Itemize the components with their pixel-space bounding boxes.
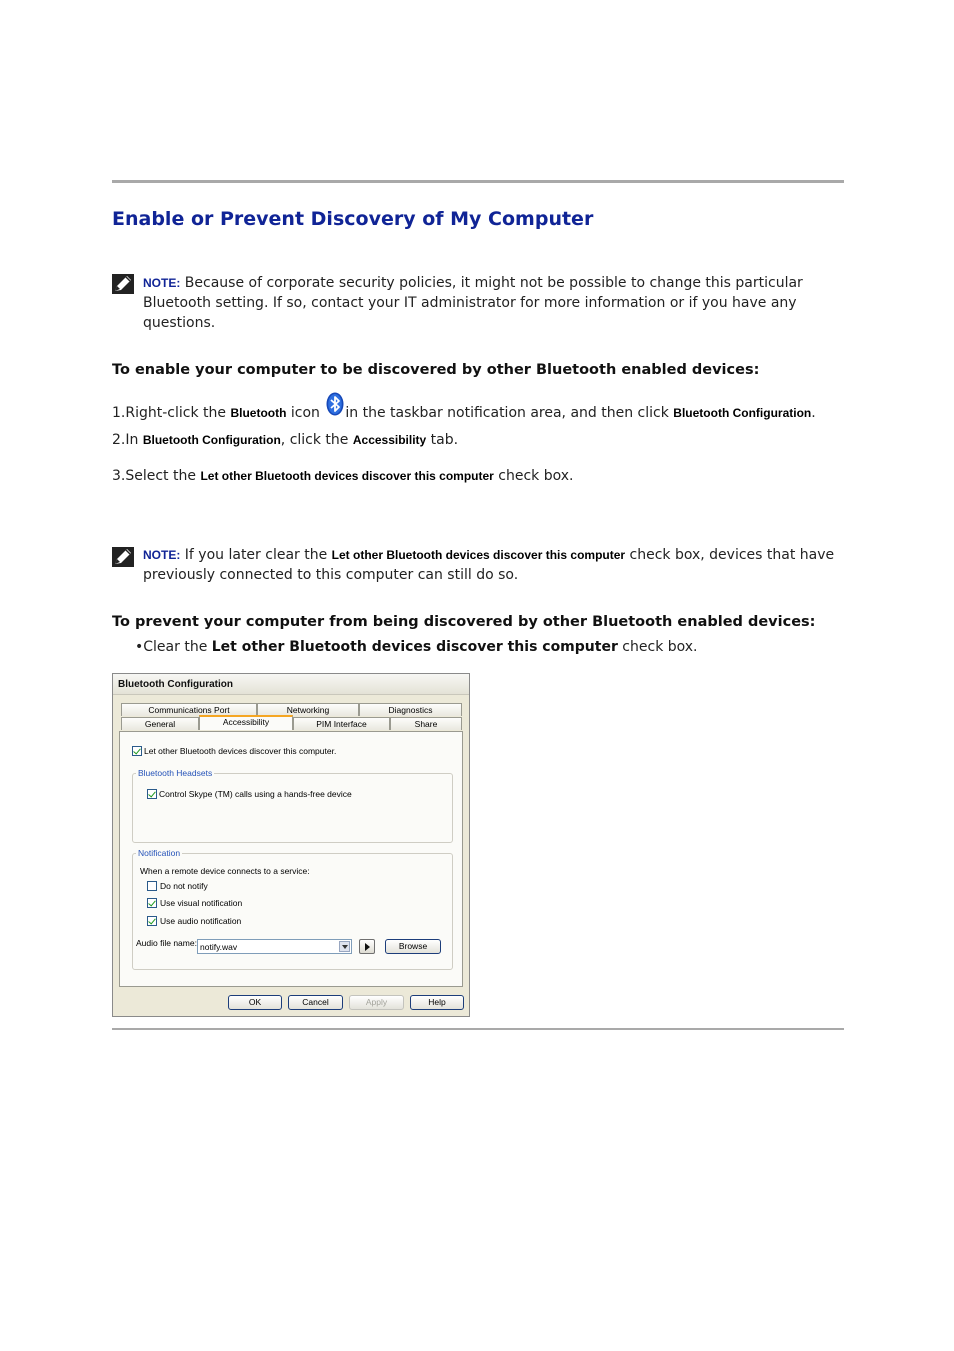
step-text: , click the [280, 432, 353, 448]
connect-prompt: When a remote device connects to a service: [140, 866, 310, 876]
note-1-body: Because of corporate security policies, it might not be possible to change this particular Bluetooth setting. If so, contact your IT administrator for more information or if you have any questions. [143, 275, 803, 331]
tab-diagnostics[interactable]: Diagnostics [359, 703, 462, 716]
step-text: Right-click the [125, 405, 231, 421]
tab-pim-interface[interactable]: PIM Interface [293, 717, 390, 730]
notification-title: Notification [138, 848, 181, 858]
visual-notification-label: Use visual notification [160, 898, 243, 908]
audio-file-select[interactable] [197, 939, 352, 954]
step-number: 3. [112, 468, 126, 484]
step-text: Select the [125, 468, 201, 484]
step-2 [112, 432, 458, 448]
note-label: NOTE: [143, 548, 181, 562]
note-pencil-icon [112, 274, 134, 294]
bluetooth-icon [326, 392, 344, 416]
step-number: 1. [112, 405, 126, 421]
dropdown-arrow-icon[interactable] [339, 941, 350, 952]
help-button[interactable]: Help [410, 995, 464, 1010]
play-icon[interactable] [359, 939, 375, 954]
tab-communications-port[interactable]: Communications Port [121, 703, 257, 716]
bullet-text: check box. [617, 639, 698, 655]
discover-checkbox[interactable] [132, 746, 142, 756]
skype-label: Control Skype (TM) calls using a hands-free device [159, 789, 352, 799]
note-1-text [143, 273, 848, 333]
step-number: 2. [112, 432, 126, 448]
tab-networking[interactable]: Networking [257, 703, 359, 716]
bluetooth-headsets-group [132, 773, 453, 843]
ui-term: Bluetooth Configuration [142, 433, 281, 447]
visual-notification-checkbox[interactable] [147, 898, 157, 908]
do-not-notify-label: Do not notify [160, 881, 208, 891]
step-text: icon [286, 405, 325, 421]
page-title: Enable or Prevent Discovery of My Computer [112, 208, 594, 230]
note-2-body: If you later clear the [180, 547, 332, 563]
step-text: . [811, 405, 816, 421]
tab-general[interactable]: General [121, 717, 199, 730]
note-label: NOTE: [143, 276, 181, 290]
enable-heading: To enable your computer to be discovered by other Bluetooth enabled devices: [112, 362, 760, 378]
top-rule [112, 180, 844, 183]
browse-button[interactable]: Browse [385, 939, 441, 954]
bullet-mark: • [135, 639, 144, 655]
dialog-title: Bluetooth Configuration [118, 679, 233, 690]
note-1 [112, 272, 852, 334]
note-pencil-icon [112, 547, 134, 567]
ui-term: Accessibility [352, 433, 427, 447]
ui-term: Bluetooth [230, 406, 287, 420]
skype-checkbox[interactable] [147, 789, 157, 799]
bluetooth-configuration-dialog [112, 673, 470, 1017]
step-text: tab. [426, 432, 459, 448]
discover-label: Let other Bluetooth devices discover this computer. [144, 746, 337, 756]
tab-accessibility[interactable]: Accessibility [199, 715, 293, 730]
audio-file-label: Audio file name: [136, 938, 197, 948]
bluetooth-headsets-title: Bluetooth Headsets [138, 768, 213, 778]
dialog-title-bar [113, 674, 469, 695]
ok-button[interactable]: OK [228, 995, 282, 1010]
apply-button[interactable]: Apply [349, 995, 404, 1010]
step-text: check box. [493, 468, 574, 484]
note-2-body: check box, devices that have previously connected to this computer can still do so. [143, 547, 835, 583]
audio-file-value: notify.wav [200, 942, 238, 952]
step-text: in the taskbar notification area, and then click [345, 405, 674, 421]
audio-notification-checkbox[interactable] [147, 916, 157, 926]
ui-term: Let other Bluetooth devices discover this computer [331, 548, 626, 562]
audio-notification-label: Use audio notification [160, 916, 242, 926]
step-3 [112, 468, 573, 484]
tab-share[interactable]: Share [390, 717, 462, 730]
cancel-button[interactable]: Cancel [288, 995, 343, 1010]
ui-term: Bluetooth Configuration [673, 406, 812, 420]
bullet-item [135, 639, 698, 655]
ui-term: Let other Bluetooth devices discover this computer [200, 469, 494, 483]
prevent-heading: To prevent your computer from being discovered by other Bluetooth enabled devices: [112, 614, 816, 630]
step-1 [112, 396, 816, 421]
bullet-text: Clear the [143, 639, 212, 655]
bottom-rule [112, 1028, 844, 1030]
note-2-text [143, 545, 848, 585]
step-text: In [125, 432, 143, 448]
do-not-notify-checkbox[interactable] [147, 881, 157, 891]
note-2 [112, 545, 852, 587]
bullet-bold: Let other Bluetooth devices discover this computer [211, 639, 618, 655]
